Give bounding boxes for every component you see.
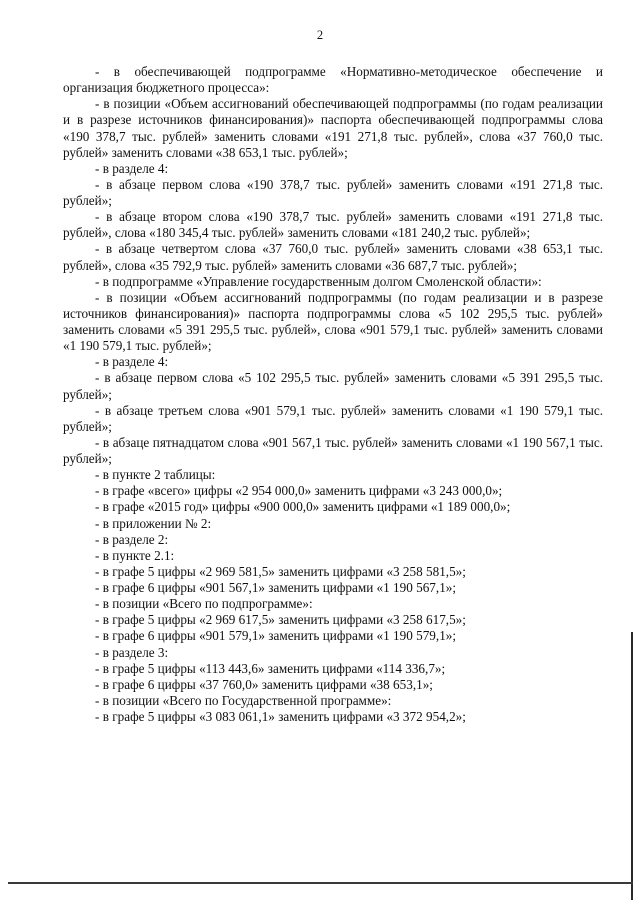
paragraph: - в графе 6 цифры «901 579,1» заменить цифрами «1 190 579,1»; [95, 628, 457, 644]
paragraph: - в абзаце втором слова «190 378,7 тыс. рублей» заменить словами «191 271,8 тыс. рублей», слова «180 345,4 тыс. рублей» заменить словами «181 240,2 тыс. рублей»; [63, 209, 603, 241]
paragraph: - в графе 6 цифры «37 760,0» заменить цифрами «38 653,1»; [95, 676, 433, 692]
paragraph: - в позиции «Всего по подпрограмме»: [95, 596, 313, 612]
scan-edge-mark [631, 632, 633, 900]
paragraph: - в графе 5 цифры «3 083 061,1» заменить цифрами «3 372 954,2»; [95, 709, 466, 724]
paragraph: - в позиции «Объем ассигнований обеспечивающей подпрограммы (по годам реализации и в разрезе источников финансирования)» паспорта обеспечивающей подпрограммы слова «190 378,7 тыс. рублей» заменить словами «191 271,8 тыс. рублей», слова «37 760,0 тыс. рублей» заменить словами «38 653,1 тыс. рублей»; [63, 96, 603, 160]
paragraph: - в подпрограмме «Управление государственным долгом Смоленской области»: [95, 273, 542, 289]
paragraph: - в графе 6 цифры «901 567,1» заменить цифрами «1 190 567,1»; [95, 580, 457, 595]
paragraph: - в абзаце первом слова «190 378,7 тыс. рублей» заменить словами «191 271,8 тыс. рублей»; [63, 176, 603, 208]
document-body [63, 64, 603, 725]
paragraph: - в пункте 2.1: [95, 547, 175, 563]
paragraph: - в разделе 3: [95, 644, 169, 660]
paragraph: - в абзаце пятнадцатом слова «901 567,1 тыс. рублей» заменить словами «1 190 567,1 тыс. рублей»; [63, 434, 603, 466]
paragraph: - в графе 5 цифры «2 969 617,5» заменить цифрами «3 258 617,5»; [95, 612, 466, 628]
paragraph: - в разделе 2: [95, 531, 169, 547]
paragraph: - в разделе 4: [95, 354, 169, 370]
paragraph: - в пункте 2 таблицы: [95, 467, 216, 483]
paragraph: - в разделе 4: [95, 160, 169, 176]
scan-bottom-line [8, 882, 633, 884]
page-number: 2 [316, 28, 324, 42]
paragraph: - в позиции «Всего по Государственной программе»: [95, 692, 392, 708]
paragraph: - в позиции «Объем ассигнований подпрограммы (по годам реализации и в разрезе источников финансирования)» паспорта подпрограммы слова «5 102 295,5 тыс. рублей» заменить словами «5 391 295,5 тыс. рублей», слова «901 579,1 тыс. рублей» заменить словами «1 190 579,1 тыс. рублей»; [63, 289, 603, 354]
paragraph: - в графе «всего» цифры «2 954 000,0» заменить цифрами «3 243 000,0»; [95, 483, 503, 499]
paragraph: - в графе 5 цифры «2 969 581,5» заменить цифрами «3 258 581,5»; [95, 563, 466, 579]
paragraph: - в обеспечивающей подпрограмме «Нормативно-методическое обеспечение и организация бюджетного процесса»: [63, 64, 603, 96]
paragraph: - в абзаце четвертом слова «37 760,0 тыс. рублей» заменить словами «38 653,1 тыс. рублей», слова «35 792,9 тыс. рублей» заменить словами «36 687,7 тыс. рублей»; [63, 241, 603, 273]
paragraph: - в графе 5 цифры «113 443,6» заменить цифрами «114 336,7»; [95, 660, 446, 676]
paragraph: - в абзаце третьем слова «901 579,1 тыс. рублей» заменить словами «1 190 579,1 тыс. рублей»; [63, 402, 603, 434]
paragraph: - в абзаце первом слова «5 102 295,5 тыс. рублей» заменить словами «5 391 295,5 тыс. рублей»; [63, 370, 603, 402]
paragraph: - в графе «2015 год» цифры «900 000,0» заменить цифрами «1 189 000,0»; [95, 499, 511, 515]
paragraph: - в приложении № 2: [95, 515, 212, 531]
